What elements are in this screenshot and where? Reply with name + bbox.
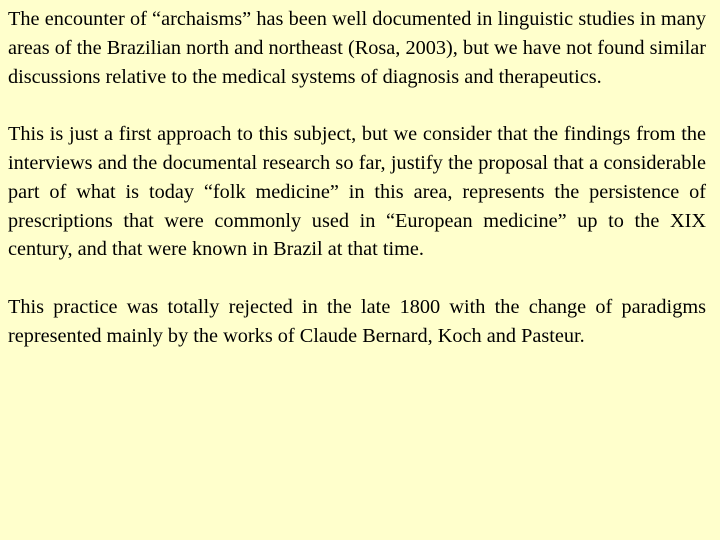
paragraph-first-approach: This is just a first approach to this subject, but we consider that the findings from the interviews and the documental research so far, justify the proposal that a considerable part of what is today “folk medicine” in this area, represents the persistence of prescriptions that were commonly used in “European medicine” up to the XIX century, and that were known in Brazil at that time. — [8, 123, 706, 261]
document-body — [8, 5, 706, 351]
paragraph-archaisms: The encounter of “archaisms” has been well documented in linguistic studies in many areas of the Brazilian north and northeast (Rosa, 2003), but we have not found similar discussions relative to the medical systems of diagnosis and therapeutics. — [8, 8, 706, 88]
paragraph-practice-rejected: This practice was totally rejected in the late 1800 with the change of paradigms represented mainly by the works of Claude Bernard, Koch and Pasteur. — [8, 295, 706, 347]
